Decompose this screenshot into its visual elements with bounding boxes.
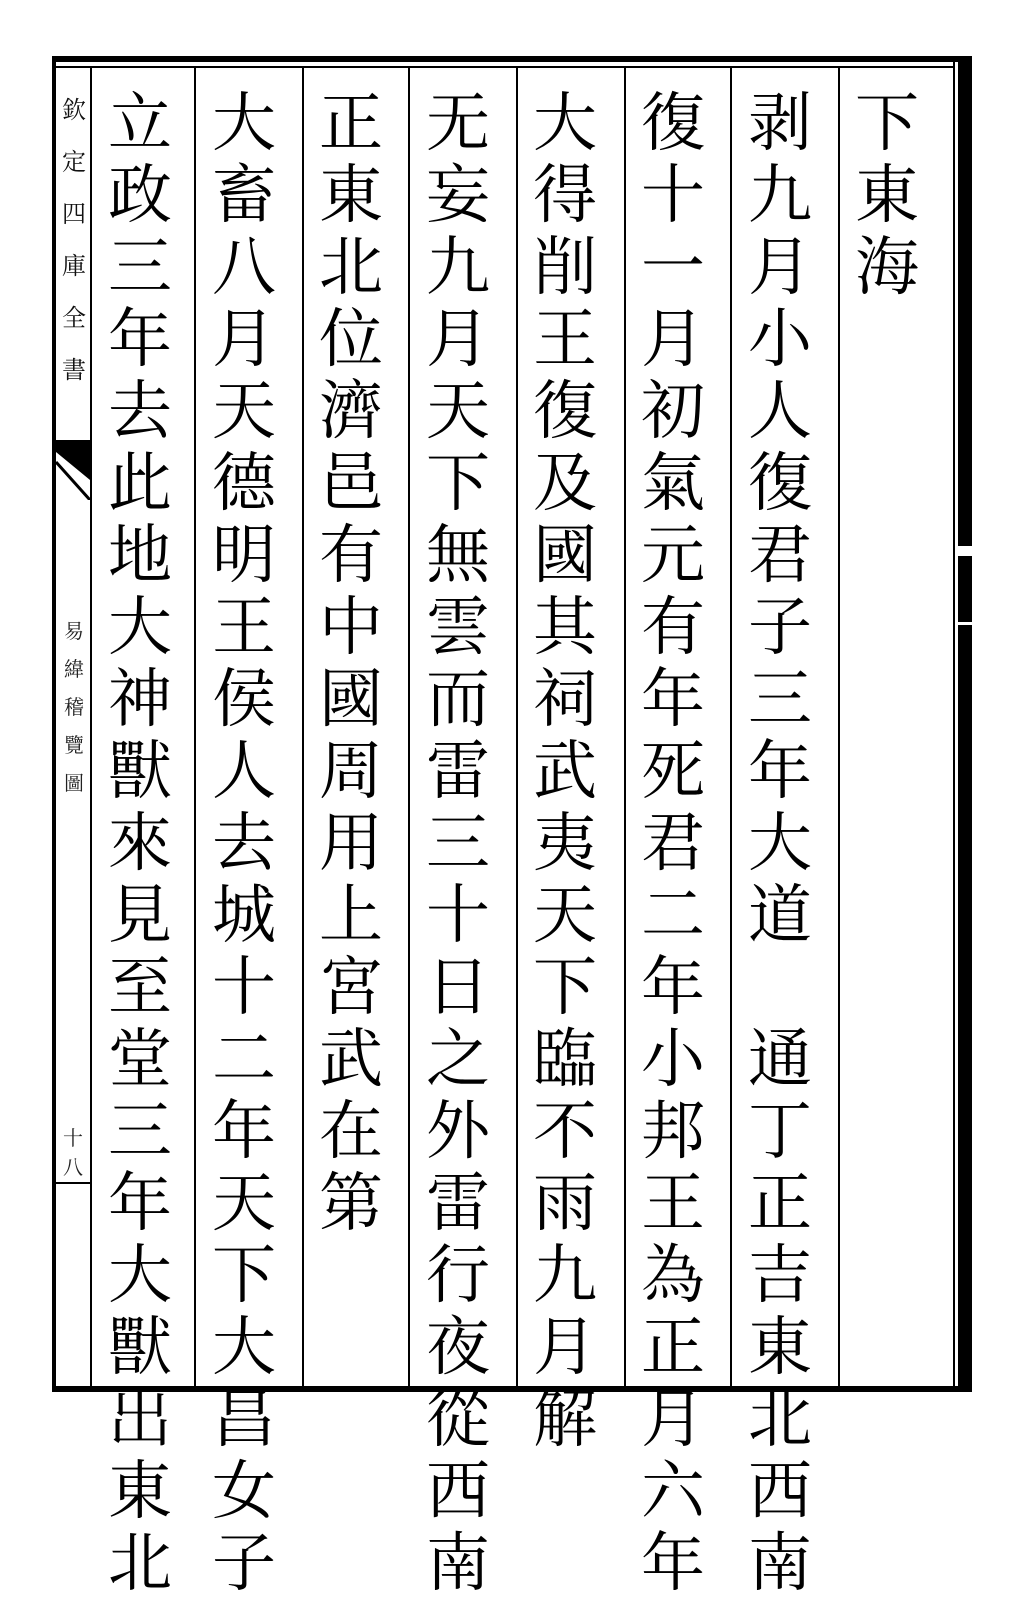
column-rule xyxy=(302,68,304,1386)
column-text: 剥 九 月 小 人 復 君 子 三 年 大 道 xyxy=(748,87,812,953)
column-rule xyxy=(194,68,196,1386)
column-text: 无 妄 九 月 天 下 無 雲 而 雷 三 十 日 之 外 雷 行 夜 從 西 南 xyxy=(426,87,490,1601)
column-rule xyxy=(624,68,626,1386)
column-rule xyxy=(90,68,92,1386)
text-column-4 xyxy=(525,88,605,1456)
frame-notch xyxy=(956,622,974,625)
column-text: 正 東 北 位 濟 邑 有 中 國 周 用 上 宮 武 在 第 xyxy=(319,87,383,1241)
column-text: 下 東 海 xyxy=(855,87,919,305)
margin-text: 欽 定 四 庫 全 書 xyxy=(62,96,86,384)
column-text-continued: 通 丁 正 吉 東 北 西 南 xyxy=(748,1023,812,1601)
frame-right-inner-border xyxy=(953,62,955,1388)
column-text: 復 十 一 月 初 氣 元 有 年 死 君 二 年 小 邦 王 為 正 月 六 年 xyxy=(641,87,705,1601)
column-rule xyxy=(730,68,732,1386)
frame-notch xyxy=(956,546,974,556)
text-column-1 xyxy=(847,88,927,304)
text-column-3 xyxy=(633,88,713,1600)
text-column-8 xyxy=(100,88,180,1600)
column-rule xyxy=(838,68,840,1386)
frame-bottom-border xyxy=(55,1386,972,1392)
margin-book-title xyxy=(62,84,86,396)
frame-left-border xyxy=(52,56,56,1392)
margin-text: 易 緯 稽 覽 圖 xyxy=(64,619,84,795)
text-column-7 xyxy=(204,88,284,1600)
frame-right-border xyxy=(958,56,972,1392)
margin-section-title xyxy=(62,612,86,802)
column-rule xyxy=(516,68,518,1386)
margin-page-number: 十八 xyxy=(56,1122,90,1184)
column-text: 立 政 三 年 去 此 地 大 神 獸 來 見 至 堂 三 年 大 獸 出 東 北 xyxy=(108,87,172,1601)
fishtail-mark xyxy=(56,440,90,500)
frame-top-border xyxy=(55,56,972,62)
frame-inner-top-border xyxy=(55,66,955,68)
text-column-2 xyxy=(740,88,820,1600)
column-rule xyxy=(408,68,410,1386)
column-text: 大 畜 八 月 天 德 明 王 侯 人 去 城 十 二 年 天 下 大 昌 女 子 xyxy=(212,87,276,1601)
text-column-6 xyxy=(311,88,391,1240)
text-column-5 xyxy=(418,88,498,1600)
column-text: 大 得 削 王 復 及 國 其 祠 武 夷 天 下 臨 不 雨 九 月 解 xyxy=(533,87,597,1457)
